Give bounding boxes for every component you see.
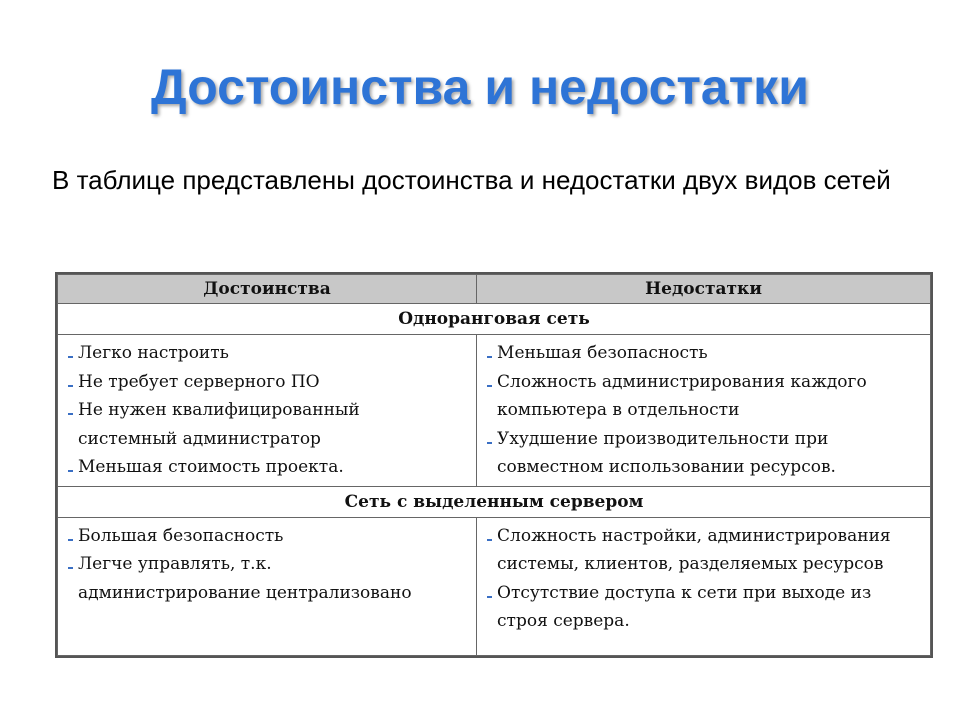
peer-advantages-cell: [58, 335, 477, 487]
dash-bullet-icon: [68, 470, 73, 472]
section-row-dedicated-server: [58, 486, 931, 517]
list-item-text: Отсутствие доступа к сети при выходе из строя сервера.: [497, 582, 872, 631]
dash-bullet-icon: [68, 567, 73, 569]
list-item-text: Не требует серверного ПО: [78, 371, 320, 392]
list-item-text: Сложность настройки, администрирования системы, клиентов, разделяемых ресурсов: [497, 525, 891, 574]
server-advantages-cell: [58, 517, 477, 656]
server-disadvantages-list: [487, 522, 924, 636]
table-row: [58, 517, 931, 656]
list-item: [487, 339, 924, 368]
list-item: [487, 368, 924, 425]
peer-disadvantages-cell: [477, 335, 931, 487]
dash-bullet-icon: [68, 539, 73, 541]
dash-bullet-icon: [487, 442, 492, 444]
peer-advantages-list: [68, 339, 470, 482]
server-advantages-list: [68, 522, 470, 608]
dash-bullet-icon: [68, 385, 73, 387]
table-row: [58, 335, 931, 487]
server-disadvantages-cell: [477, 517, 931, 656]
dash-bullet-icon: [68, 413, 73, 415]
list-item: [487, 425, 924, 482]
dash-bullet-icon: [487, 596, 492, 598]
list-item: [68, 550, 470, 607]
list-item-text: Меньшая безопасность: [497, 343, 708, 363]
list-item: [487, 522, 924, 579]
list-item-text: Меньшая стоимость проекта.: [78, 457, 344, 477]
list-item-text: Ухудшение производительности при совместном использовании ресурсов.: [497, 428, 836, 477]
list-item: [68, 396, 470, 453]
section-title-peer-to-peer: Одноранговая сеть: [58, 304, 931, 335]
list-item: [68, 339, 470, 368]
list-item: [68, 368, 470, 397]
list-item: [68, 522, 470, 551]
header-advantages: Достоинства: [58, 275, 477, 304]
list-item-text: Не нужен квалифицированный системный администратор: [78, 400, 360, 449]
list-item: [487, 579, 924, 636]
comparison-table-grid: [57, 274, 931, 656]
list-item-text: Легко настроить: [78, 343, 229, 363]
peer-disadvantages-list: [487, 339, 924, 482]
dash-bullet-icon: [68, 356, 73, 358]
list-item-text: Легче управлять, т.к. администрирование централизовано: [78, 554, 412, 603]
intro-text: В таблице представлены достоинства и недостатки двух видов сетей: [52, 165, 891, 195]
header-disadvantages: Недостатки: [477, 275, 931, 304]
table-header-row: [58, 275, 931, 304]
section-title-dedicated-server: Сеть с выделенным сервером: [58, 486, 931, 517]
comparison-table: [55, 272, 933, 658]
list-item-text: Большая безопасность: [78, 525, 284, 546]
list-item: [68, 453, 470, 482]
dash-bullet-icon: [487, 539, 492, 541]
slide-title: Достоинства и недостатки: [151, 59, 809, 115]
section-row-peer-to-peer: [58, 304, 931, 335]
dash-bullet-icon: [487, 356, 492, 358]
list-item-text: Сложность администрирования каждого компьютера в отдельности: [497, 371, 867, 420]
dash-bullet-icon: [487, 385, 492, 387]
